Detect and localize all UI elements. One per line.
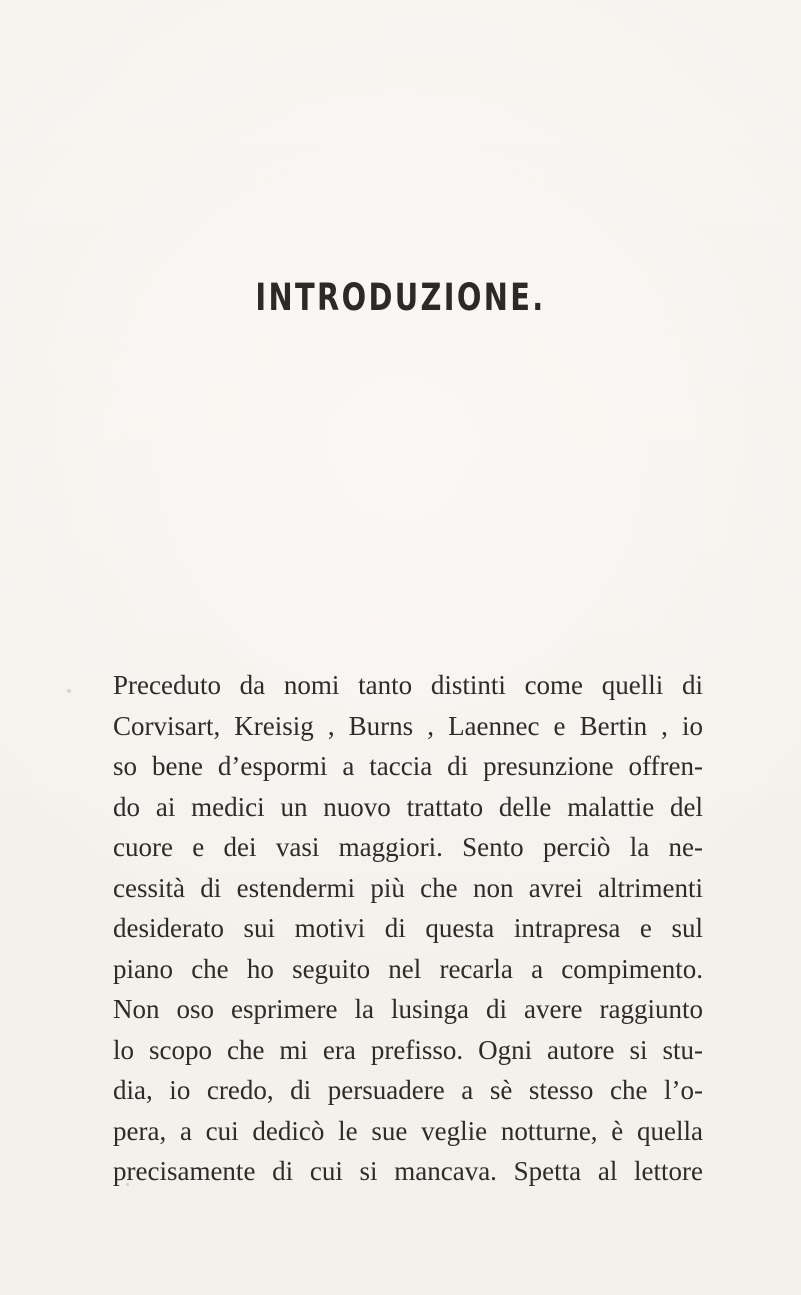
page-title: INTRODUZIONE. (255, 276, 546, 319)
text-line: so bene d’espormi a taccia di presunzione offren- (113, 751, 703, 781)
text-line: Non oso esprimere la lusinga di avere raggiunto (113, 994, 703, 1024)
text-line: desiderato sui motivi di questa intrapresa e sul (113, 913, 703, 943)
text-line: Preceduto da nomi tanto distinti come quelli di (113, 670, 703, 700)
text-line: do ai medici un nuovo trattato delle malattie del (113, 791, 703, 822)
paper-spot (67, 689, 71, 693)
text-line: piano che ho seguito nel recarla a compimento. (113, 953, 703, 984)
paper-spot (126, 1183, 129, 1186)
text-line: Corvisart, Kreisig , Burns , Laennec e Bertin , io (113, 710, 703, 741)
text-line: cuore e dei vasi maggiori. Sento perciò la ne- (113, 832, 703, 862)
text-line: precisamente di cui si mancava. Spetta al lettore (113, 1156, 703, 1186)
text-line: pera, a cui dedicò le sue veglie notturne, è quella (113, 1115, 703, 1146)
introduction-text (113, 665, 703, 1192)
text-line: cessità di estendermi più che non avrei altrimenti (113, 872, 703, 903)
text-line: lo scopo che mi era prefisso. Ogni autore si stu- (113, 1034, 703, 1065)
text-line: dia, io credo, di persuadere a sè stesso che l’o- (113, 1075, 703, 1105)
